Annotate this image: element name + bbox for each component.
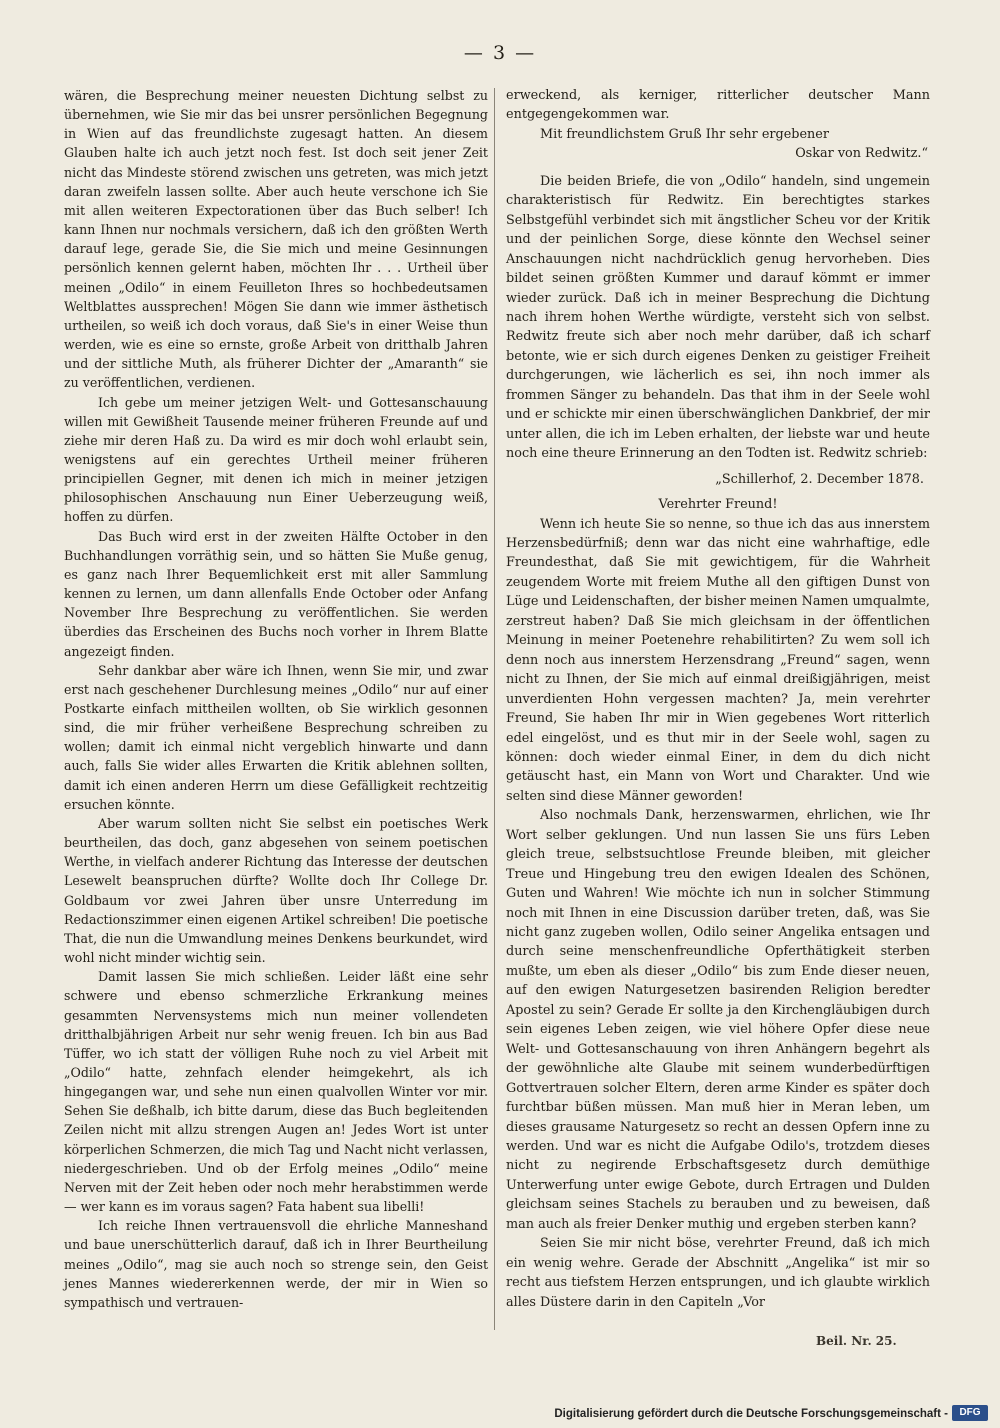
left-paragraph-2: Ich gebe um meiner jetzigen Welt- und Gottesanschauung willen mit Gewißheit Tausende meiner früheren Freunde auf und ziehe mir deren Haß zu. Da wird es mir doch wohl erlaubt sein, wenigstens auf ein gerechtes Urtheil meiner früheren principiellen Gegner, mit denen ich mich in meiner jetzigen philosophischen Anschauung nun Einer Ueberzeugung weiß, hoffen zu dürfen. [64, 394, 488, 525]
left-paragraph-5: Aber warum sollten nicht Sie selbst ein poetisches Werk beurtheilen, das doch, ganz abgesehen von seinem poetischen Werthe, in vielfach anderer Richtung das Interesse der deutschen Lesewelt beanspruchen dürfte? Wollte doch Ihr College Dr. Goldbaum vor zwei Jahren über unsre Unterredung im Redactionszimmer einen eigenen Artikel schreiben! Die poetische That, die nun die Umwandlung meines Denkens beurkundet, wird wohl nicht minder wichtig sein. [64, 815, 488, 966]
letter-salutation: Verehrter Freund! [658, 497, 778, 513]
page-number: — 3 — [463, 42, 537, 64]
letter-signature: Oskar von Redwitz.“ [795, 146, 928, 162]
right-column [506, 86, 930, 1312]
letter-paragraph-1: Wenn ich heute Sie so nenne, so thue ich das aus innerstem Herzensbedürfniß; denn war das nicht eine wahrhaftige, edle Freundesthat, daß Sie mit gewichtigem, für die Wahrheit zeugendem Worte mit freiem Muthe all den giftigen Dunst von Lüge und Leidenschaften, der bisher meinen Namen umqualmte, zerstreut haben? Daß Sie mich gleichsam in der öffentlichen Meinung in meiner Poetenehre rehabilitirten? Zu wem soll ich denn noch aus innerstem Herzensdrang „Freund“ sagen, wenn nicht zu Ihnen, der Sie mich auf einmal dreißigjährigen, meist unverdienten Hohn vergessen machten? Ja, mein verehrter Freund, Sie haben Ihr mir in Wien gegebenes Wort ritterlich edel eingelöst, und es thut mir in der Seele wohl, sagen zu können: doch wieder einmal Einer, in dem du dich nicht getäuscht hast, ein Mann von Wort und Charakter. Und wie selten sind diese Männer geworden! [506, 516, 930, 804]
commentary-paragraph: Die beiden Briefe, die von „Odilo“ handeln, sind ungemein charakteristisch für Redwitz. Ein berechtigtes starkes Selbstgefühl verbindet sich mit ängstlicher Scheu vor der Kritik und der peinlichen Sorge, diese könnte den Wechsel seiner Anschauungen nicht nachdrücklich genug hervorheben. Dies bildet seinen größten Kummer und darauf kömmt er immer wieder zurück. Daß ich in meiner Besprechung die Dichtung nach ihrem hohen Werthe würdigte, versteht sich von selbst. Redwitz freute sich aber noch mehr darüber, daß ich scharf betonte, wie er sich durch eigenes Denken zu geistiger Freiheit durchgerungen, wie lächerlich es sei, ihn noch immer als frommen Sänger zu behandeln. Das that ihm in der Seele wohl und er schickte mir einen überschwänglichen Dankbrief, der mir unter allen, die ich im Leben erhalten, der liebste war und heute noch eine theure Erinnerung an den Todten ist. Redwitz schrieb: [506, 173, 930, 462]
dfg-logo: DFG [952, 1405, 988, 1421]
letter-paragraph-2: Also nochmals Dank, herzenswarmen, ehrlichen, wie Ihr Wort selber geklungen. Und nun lassen Sie uns fürs Leben gleich treue, selbstsuchtlose Freunde bleiben, mit gleicher Treue und Hingebung treu den ewigen Idealen des Schönen, Guten und Wahren! Wie möchte ich nun in solcher Stimmung noch mit Ihnen in eine Discussion darüber treten, daß, was Sie nicht ganz zugeben wollen, Odilo seiner Angelika entsagen und durch seine menschenfreundliche Opferthätigkeit sterben mußte, um eben als dieser „Odilo“ bis zum Ende dieser neuen, auf den ewigen Naturgesetzen basirenden Religion beredter Apostel zu sein? Gerade Er sollte ja den Kirchengläubigen durch sein eigenes Leben zeigen, wie viel höhere Opfer diese neue Welt- und Gottesanschauung von ihren Anhängern begehrt als der gewöhnliche alte Glaube mit seinem wunderbedürftigen Gottvertrauen solcher Eltern, deren arme Kinder es später doch furchtbar büßen müssen. Man muß hier in Meran leben, um dieses grausame Naturgesetz so recht an dessen Opfern inne zu werden. Und war es nicht die Aufgabe Odilo's, trotzdem dieses nicht zu negirende Erbschaftsgesetz durch demüthige Unterwerfung unter ewige Gebote, durch Ertragen und Dulden gleichsam seines Stachels zu berauben und zu beweisen, daß man auch als freier Denker muthig und ergeben sterben kann? [506, 808, 930, 1232]
footer-credit: Digitalisierung gefördert durch die Deutsche Forschungsgemeinschaft - [554, 1408, 948, 1420]
signature-mark: Beil. Nr. 25. [816, 1334, 897, 1348]
letter-continuation: erweckend, als kerniger, ritterlicher deutscher Mann entgegengekommen war. [506, 88, 930, 123]
letter-date: „Schillerhof, 2. December 1878. [715, 471, 924, 487]
left-paragraph-3: Das Buch wird erst in der zweiten Hälfte October in den Buchhandlungen vorräthig sein, und so hätten Sie Muße genug, es ganz nach Ihrer Bequemlichkeit erst mit aller Sammlung kennen zu lernen, um dann allenfalls Ende October oder Anfang November Ihre Besprechung zu veröffentlichen. Sie werden überdies das Erscheinen des Buchs noch vorher in Ihrem Blatte angezeigt finden. [64, 528, 488, 659]
left-paragraph-4: Sehr dankbar aber wäre ich Ihnen, wenn Sie mir, und zwar erst nach geschehener Durchlesung meines „Odilo“ nur auf einer Postkarte einfach mittheilen wollten, ob Sie wirklich gesonnen sind, die mir früher verheißene Besprechung schreiben zu wollen; damit ich einmal nicht vergeblich hinwarte und dann auch, falls Sie wider alles Erwarten die Kritik ablehnen sollten, damit ich einen anderen Herrn um diese Gefälligkeit rechtzeitig ersuchen könnte. [64, 662, 488, 812]
left-column [64, 86, 488, 1312]
letter-greeting: Mit freundlichstem Gruß Ihr sehr ergebener [540, 126, 829, 142]
letter-paragraph-3: Seien Sie mir nicht böse, verehrter Freund, daß ich mich ein wenig wehre. Gerade der Abschnitt „Angelika“ ist mir so recht aus tiefstem Herzen entsprungen, und ich glaubte wirklich alles Düstere darin in den Capiteln „Vor [506, 1236, 930, 1310]
left-paragraph-6: Damit lassen Sie mich schließen. Leider läßt eine sehr schwere und ebenso schmerzliche Erkrankung meines gesammten Nervensystems mich nun meiner vollendeten dritthalbjährigen Arbeit nur sehr wenig freuen. Ich bin aus Bad Tüffer, wo ich statt der völligen Ruhe noch zu viel Arbeit mit „Odilo“ hatte, zehnfach elender heimgekehrt, als ich hingegangen war, und sehe nun einen qualvollen Winter vor mir. Sehen Sie deßhalb, ich bitte darum, diese das Buch begleitenden Zeilen nicht mit allzu strengen Augen an! Jedes Wort ist unter körperlichen Schmerzen, die mich Tag und Nacht nicht verlassen, niedergeschrieben. Und ob der Erfolg meines „Odilo“ meine Nerven mit der Zeit heben oder noch mehr herabstimmen werde — wer kann es im voraus sagen? Fata habent sua libelli! [64, 969, 488, 1215]
column-divider [494, 88, 495, 1330]
left-paragraph-7: Ich reiche Ihnen vertrauensvoll die ehrliche Manneshand und baue unerschütterlich darauf, daß ich in Ihrer Beurtheilung meines „Odilo“, mag sie auch noch so strenge sein, den Geist jenes Mannes wiedererkennen werde, der mir in Wien so sympathisch und vertrauen- [64, 1218, 488, 1310]
left-paragraph-1: wären, die Besprechung meiner neuesten Dichtung selbst zu übernehmen, wie Sie mir das bei unsrer persönlichen Begegnung in Wien auf das freundlichste zugesagt hatten. An diesem Glauben halte ich auch jetzt noch fest. Ist doch seit jener Zeit nicht das Mindeste störend zwischen uns getreten, was mich jetzt daran zweifeln lassen sollte. Aber auch heute verschone ich Sie mit allen weiteren Expectorationen über das Buch selber! Ich kann Ihnen nur nochmals versichern, daß ich den größten Werth darauf lege, gerade Sie, die Sie mich und meine Gesinnungen persönlich kennen gelernt haben, möchten Ihr . . . Urtheil über meinen „Odilo“ in einem Feuilleton Ihres so hochbedeutsamen Weltblattes aussprechen! Mögen Sie dann wie immer ästhetisch urtheilen, so weiß ich doch voraus, daß Sie's in einer Weise thun werden, wie es eine so ernste, große Arbeit von dritthalb Jahren und der sittliche Muth, als früherer Dichter der „Amaranth“ sie zu veröffentlichen, verdienen. [64, 88, 488, 391]
